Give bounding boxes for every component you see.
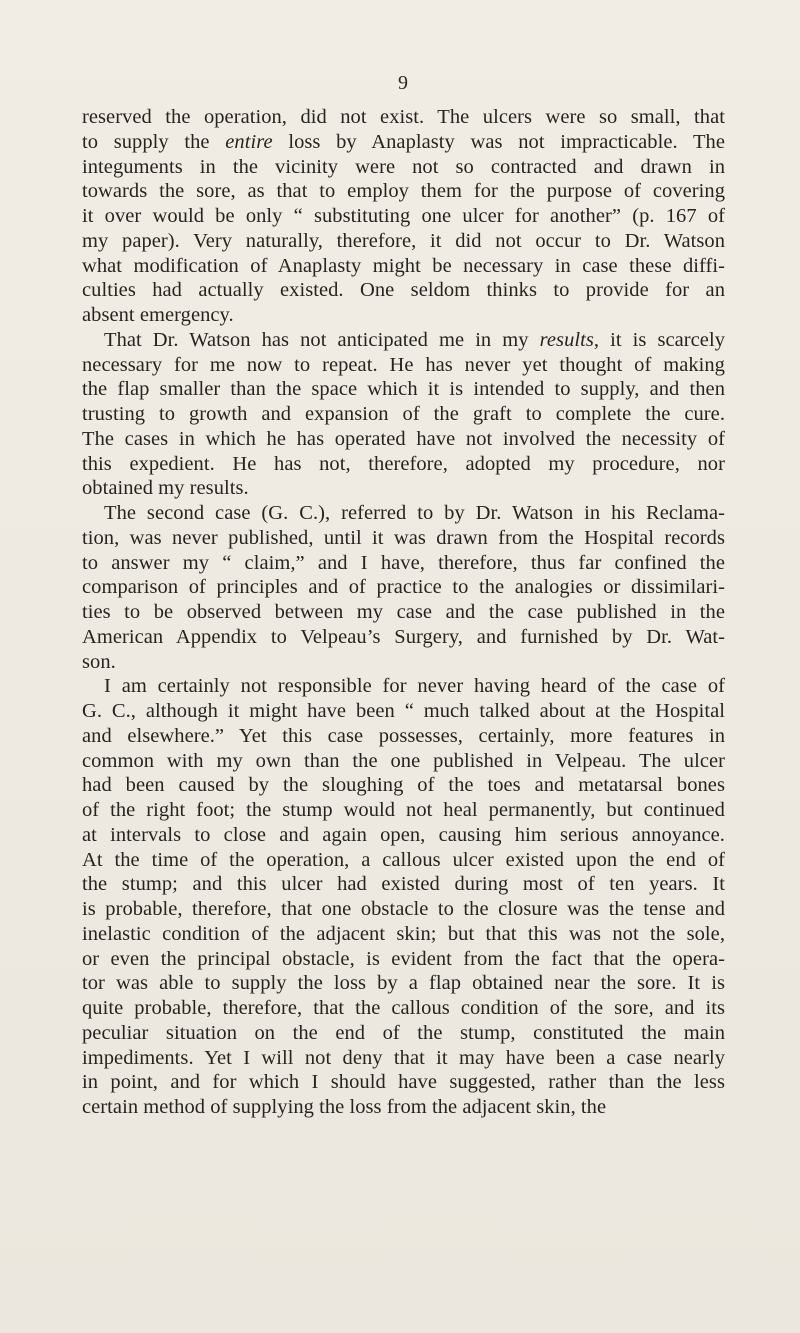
text-segment: G. C., although it might have been “ much talked about at the Hospital bbox=[82, 700, 725, 722]
text-segment: it over would be only “ substituting one ulcer for another” (p. 167 of bbox=[82, 205, 725, 227]
text-segment: what modification of Anaplasty might be necessary in case these diffi- bbox=[82, 254, 725, 277]
text-segment: obtained my results. bbox=[82, 477, 249, 500]
text-line bbox=[82, 749, 725, 774]
text-segment: necessary for me now to repeat. He has never yet thought of making bbox=[82, 353, 725, 376]
text-segment: culties had actually existed. One seldom thinks to provide for an bbox=[82, 279, 725, 302]
text-segment: integuments in the vicinity were not so contracted and drawn in bbox=[82, 155, 725, 178]
text-line bbox=[82, 848, 725, 873]
text-segment: At the time of the operation, a callous ulcer existed upon the end of bbox=[82, 848, 725, 871]
text-line bbox=[82, 278, 725, 303]
text-segment: to supply the bbox=[82, 130, 226, 153]
text-segment: The second case (G. C.), referred to by Dr. Watson in his Reclama- bbox=[104, 502, 725, 524]
text-segment: to answer my “ claim,” and I have, therefore, thus far confined the bbox=[82, 551, 725, 574]
text-segment: in point, and for which I should have suggested, rather than the less bbox=[82, 1071, 725, 1094]
text-line bbox=[82, 897, 725, 922]
italic-text: entire bbox=[225, 130, 273, 153]
text-segment: towards the sore, as that to employ them for the purpose of covering bbox=[82, 180, 725, 203]
paragraph bbox=[82, 328, 725, 501]
text-line bbox=[82, 600, 725, 625]
text-segment: or even the principal obstacle, is evident from the fact that the opera- bbox=[82, 947, 725, 970]
text-segment: reserved the operation, did not exist. The ulcers were so small, that bbox=[82, 106, 725, 128]
text-line bbox=[82, 105, 725, 130]
text-segment: ties to be observed between my case and the case published in the bbox=[82, 601, 725, 623]
text-line bbox=[82, 1046, 725, 1071]
text-line bbox=[82, 699, 725, 724]
text-segment: tor was able to supply the loss by a flap obtained near the sore. It is bbox=[82, 972, 725, 995]
text-line bbox=[82, 947, 725, 972]
text-line bbox=[82, 204, 725, 229]
text-line bbox=[82, 402, 725, 427]
text-line bbox=[82, 551, 725, 576]
text-line bbox=[82, 427, 725, 452]
text-segment: son. bbox=[82, 650, 116, 673]
text-line bbox=[82, 1070, 725, 1095]
italic-text: results bbox=[539, 328, 594, 351]
text-line bbox=[82, 625, 725, 650]
text-segment: my paper). Very naturally, therefore, it did not occur to Dr. Watson bbox=[82, 229, 725, 252]
text-line bbox=[82, 1095, 725, 1120]
text-line bbox=[82, 575, 725, 600]
text-line bbox=[82, 1021, 725, 1046]
text-segment: the flap smaller than the space which it is intended to supply, and then bbox=[82, 378, 725, 401]
paragraph bbox=[82, 501, 725, 674]
text-segment: inelastic condition of the adjacent skin; but that this was not the sole, bbox=[82, 922, 725, 945]
text-segment: tion, was never published, until it was drawn from the Hospital records bbox=[82, 526, 725, 549]
text-line bbox=[82, 724, 725, 749]
page-number: 9 bbox=[398, 72, 408, 94]
text-line bbox=[82, 501, 725, 526]
text-line bbox=[82, 452, 725, 477]
text-line bbox=[82, 229, 725, 254]
text-segment: quite probable, therefore, that the callous condition of the sore, and its bbox=[82, 997, 725, 1019]
text-line bbox=[82, 155, 725, 180]
text-segment: had been caused by the sloughing of the toes and metatarsal bones bbox=[82, 774, 725, 797]
text-segment: is probable, therefore, that one obstacle to the closure was the tense and bbox=[82, 898, 725, 920]
text-line bbox=[82, 798, 725, 823]
text-line bbox=[82, 328, 725, 353]
text-line bbox=[82, 674, 725, 699]
text-line bbox=[82, 922, 725, 947]
text-line bbox=[82, 254, 725, 279]
text-line bbox=[82, 996, 725, 1021]
text-segment: I am certainly not responsible for never having heard of the case of bbox=[104, 675, 725, 698]
paragraph bbox=[82, 105, 725, 328]
text-segment: That Dr. Watson has not anticipated me in my bbox=[104, 328, 540, 351]
text-line bbox=[82, 773, 725, 798]
text-segment: comparison of principles and of practice to the analogies or dissimilari- bbox=[82, 576, 725, 599]
text-segment: The cases in which he has operated have not involved the necessity of bbox=[82, 427, 725, 450]
text-line bbox=[82, 650, 725, 675]
text-line bbox=[82, 476, 725, 501]
text-segment: , it is scarcely bbox=[593, 328, 726, 351]
text-line bbox=[82, 303, 725, 328]
text-segment: loss by Anaplasty was not impracticable. The bbox=[272, 130, 725, 153]
text-line bbox=[82, 377, 725, 402]
text-segment: absent emergency. bbox=[82, 304, 234, 326]
paragraph bbox=[82, 674, 725, 1120]
text-segment: the stump; and this ulcer had existed during most of ten years. It bbox=[82, 873, 725, 896]
text-segment: American Appendix to Velpeau’s Surgery, and furnished by Dr. Wat- bbox=[82, 625, 725, 648]
text-line bbox=[82, 526, 725, 551]
text-line bbox=[82, 971, 725, 996]
text-line bbox=[82, 872, 725, 897]
text-line bbox=[82, 179, 725, 204]
text-segment: of the right foot; the stump would not heal permanently, but continued bbox=[82, 799, 725, 821]
text-segment: trusting to growth and expansion of the graft to complete the cure. bbox=[82, 403, 725, 425]
text-segment: and elsewhere.” Yet this case possesses, certainly, more features in bbox=[82, 724, 725, 747]
text-segment: this expedient. He has not, therefore, adopted my procedure, nor bbox=[82, 452, 725, 475]
text-line bbox=[82, 823, 725, 848]
text-segment: peculiar situation on the end of the stump, constituted the main bbox=[82, 1021, 725, 1044]
text-line bbox=[82, 353, 725, 378]
body-text bbox=[82, 105, 725, 1120]
text-segment: at intervals to close and again open, causing him serious annoyance. bbox=[82, 823, 725, 846]
text-line bbox=[82, 130, 725, 155]
text-segment: certain method of supplying the loss from the adjacent skin, the bbox=[82, 1096, 607, 1118]
text-segment: common with my own than the one published in Velpeau. The ulcer bbox=[82, 749, 725, 772]
text-segment: impediments. Yet I will not deny that it may have been a case nearly bbox=[82, 1046, 725, 1069]
